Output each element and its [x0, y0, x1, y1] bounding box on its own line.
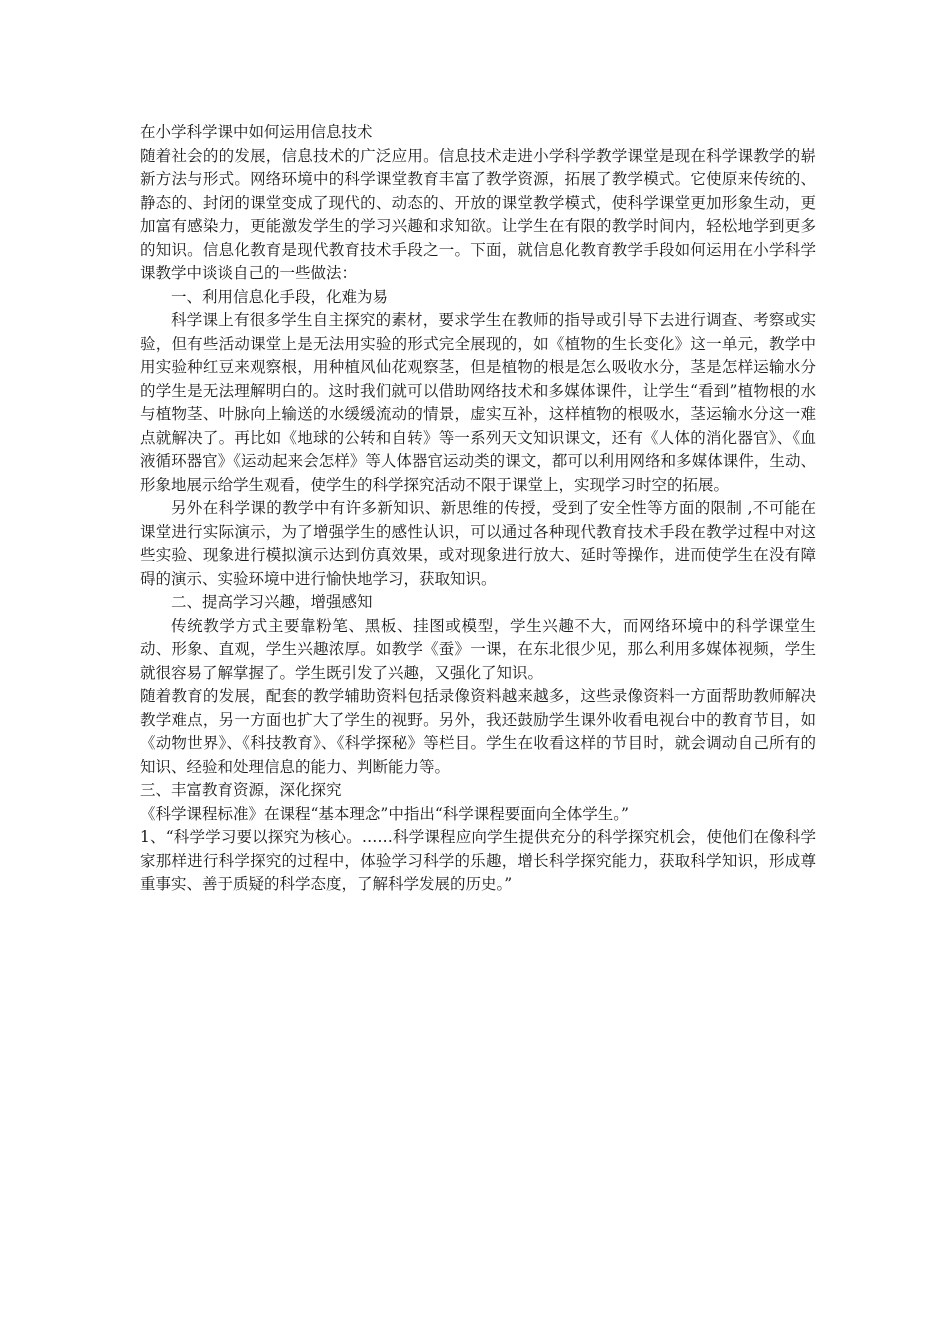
paragraph-curriculum-standard: 《科学课程标准》在课程“基本理念”中指出“科学课程要面向全体学生。” — [140, 804, 629, 823]
paragraph-section1-body: 科学课上有很多学生自主探究的素材，要求学生在教师的指导或引导下去进行调查、考察或实验，但有些活动课堂上是无法用实验的形式完全展现的，如《植物的生长变化》这一单元，教学中用实验种红豆来观察根，用种植风仙花观察茎，但是植物的根是怎么吸收水分，茎是怎样运输水分的学生是无法理解明白的。这时我们就可以借助网络技术和多媒体课件，让学生“看到”植物根的水与植物茎、叶脉向上输送的水缓缓流动的情景，虚实互补，这样植物的根吸水，茎运输水分这一难点就解决了。再比如《地球的公转和自转》等一系列天文知识课文，还有《人体的消化器官》、《血液循环器官》《运动起来会怎样》等人体器官运动类的课文，都可以利用网络和多媒体课件，生动、形象地展示给学生观看，使学生的科学探究活动不限于课堂上，实现学习时空的拓展。 — [140, 311, 816, 494]
section-heading-3: 三、丰富教育资源，深化探究 — [140, 781, 342, 799]
section-heading-1: 一、利用信息化手段，化难为易 — [171, 287, 389, 306]
paragraph-section2-extra: 随着教育的发展，配套的教学辅助资料包括录像资料越来越多，这些录像资料一方面帮助教师解决教学难点，另一方面也扩大了学生的视野。另外，我还鼓励学生课外收看电视台中的教育节目，如《动物世界》、《科技教育》、《科学探秘》等栏目。学生在收看这样的节目时，就会调动自己所有的知识、经验和处理信息的能力、判断能力等。 — [140, 687, 816, 776]
paragraph-section1-extra: 另外在科学课的教学中有许多新知识、新思维的传授，受到了安全性等方面的限制 ,不可能在课堂进行实际演示，为了增强学生的感性认识，可以通过各种现代教育技术手段在教学过程中对这些实验、现象进行模拟演示达到仿真效果，或对现象进行放大、延时等操作，进而使学生在没有障碍的演示、实验环境中进行愉快地学习，获取知识。 — [140, 499, 816, 588]
section-heading-2: 二、提高学习兴趣，增强感知 — [171, 593, 373, 611]
paragraph-quote-1: 1、“科学学习要以探究为核心。……科学课程应向学生提供充分的科学探究机会，使他们在像科学家那样进行科学探究的过程中，体验学习科学的乐趣，增长科学探究能力，获取科学知识，形成尊重事实、善于质疑的科学态度，了解科学发展的历史。” — [140, 828, 816, 893]
document-page — [140, 121, 816, 897]
paragraph-intro: 随着社会的的发展，信息技术的广泛应用。信息技术走进小学科学教学课堂是现在科学课教学的崭新方法与形式。网络环境中的科学课堂教育丰富了教学资源，拓展了教学模式。它使原来传统的、静态的、封闭的课堂变成了现代的、动态的、开放的课堂教学模式，使科学课堂更加形象生动，更加富有感染力，更能激发学生的学习兴趣和求知欲。让学生在有限的教学时间内，轻松地学到更多的知识。信息化教育是现代教育技术手段之一。下面，就信息化教育教学手段如何运用在小学科学课教学中谈谈自己的一些做法： — [140, 146, 816, 282]
paragraph-section2-body: 传统教学方式主要靠粉笔、黑板、挂图或模型，学生兴趣不大，而网络环境中的科学课堂生动、形象、直观，学生兴趣浓厚。如教学《蚕》一课，在东北很少见，那么利用多媒体视频，学生就很容易了解掌握了。学生既引发了兴趣，又强化了知识。 — [140, 616, 816, 682]
document-title: 在小学科学课中如何运用信息技术 — [140, 123, 373, 141]
